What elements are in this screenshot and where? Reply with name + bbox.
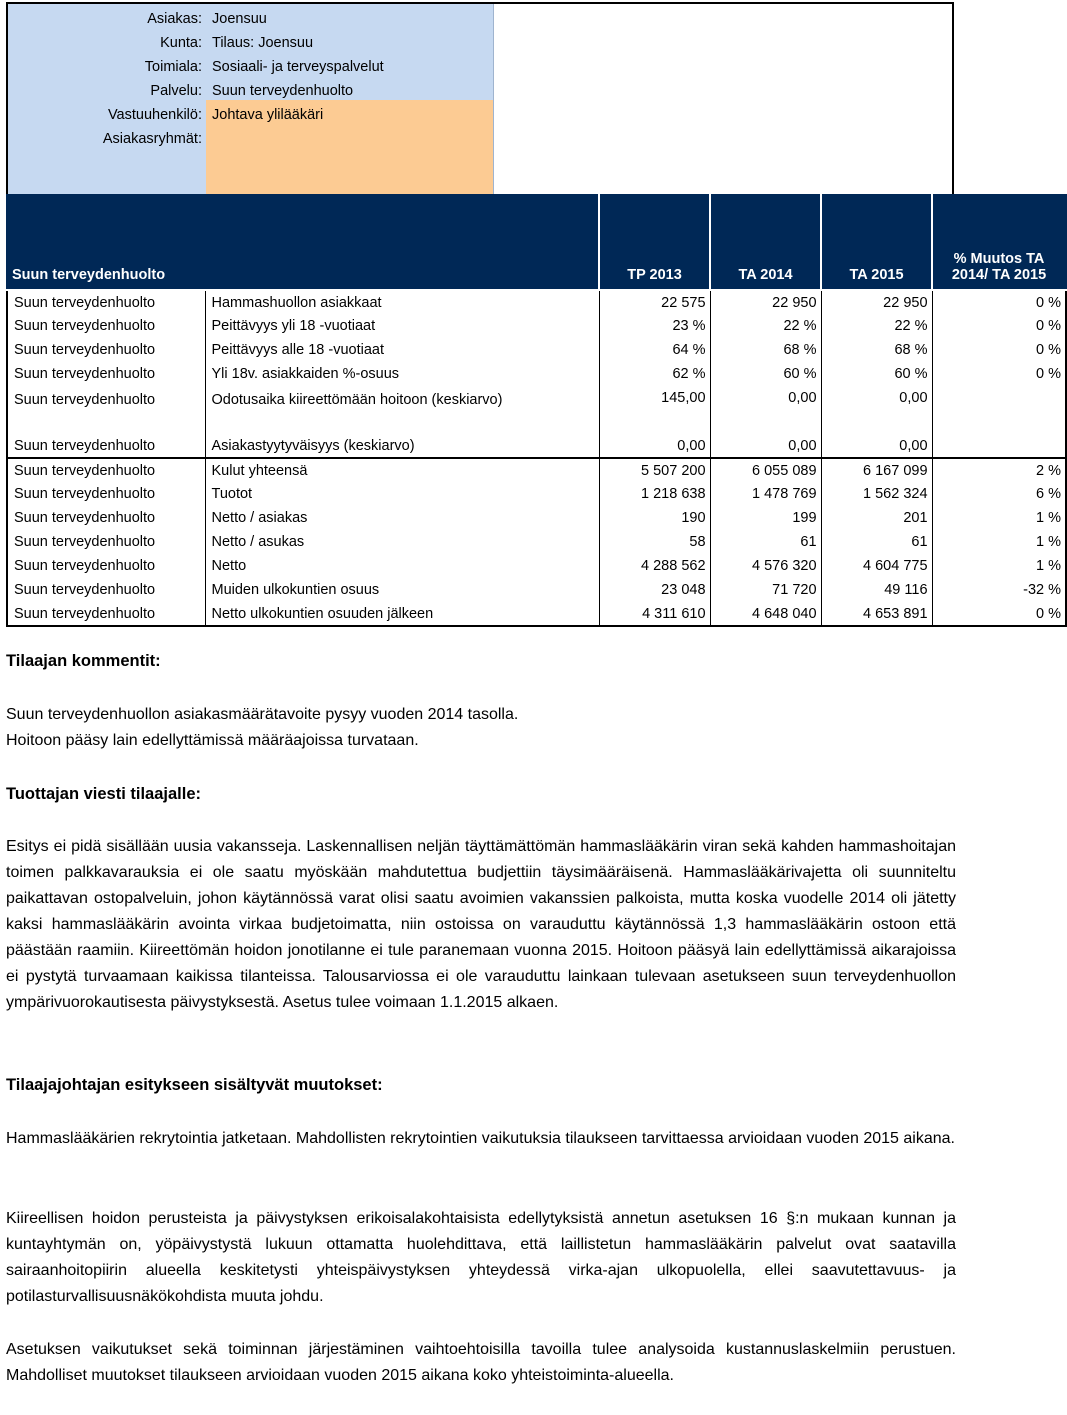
cell-indicator: Netto [205,554,599,578]
table-row [7,362,1066,386]
cell-service: Suun terveydenhuolto [7,386,205,434]
cell-ta2015: 1 562 324 [821,482,932,506]
changes-paragraph-3: Asetuksen vaikutukset sekä toiminnan järjestäminen vaihtoehtoisilla tavoilla tulee analysoida kustannuslaskelmiin perustuen. Mahdolliset muutokset tilaukseen arvioidaan vuoden 2015 aikana koko yhteistoiminta-alueella. [6,1341,956,1384]
cell-service: Suun terveydenhuolto [7,290,205,314]
cell-tp2013: 190 [599,506,710,530]
info-labels-column [8,4,206,194]
cell-ta2014: 61 [710,530,821,554]
cell-service: Suun terveydenhuolto [7,602,205,626]
header-service: Suun terveydenhuolto [7,194,599,290]
cell-service: Suun terveydenhuolto [7,530,205,554]
cell-ta2014: 199 [710,506,821,530]
header-tp2013: TP 2013 [599,194,710,290]
cell-tp2013: 23 % [599,314,710,338]
cell-change [932,434,1066,458]
cell-ta2015: 68 % [821,338,932,362]
cell-ta2014: 4 576 320 [710,554,821,578]
info-block [6,2,954,194]
cell-change: 1 % [932,530,1066,554]
cell-service: Suun terveydenhuolto [7,362,205,386]
changes-heading: Tilaajajohtajan esitykseen sisältyvät muutokset: [6,1076,383,1094]
table-row [7,386,1066,434]
cell-tp2013: 4 288 562 [599,554,710,578]
info-values-column [206,4,494,194]
cell-tp2013: 5 507 200 [599,458,710,482]
cell-indicator: Netto / asukas [205,530,599,554]
cell-tp2013: 22 575 [599,290,710,314]
cell-ta2014: 60 % [710,362,821,386]
table-header-row [7,194,1066,290]
producer-paragraph: Esitys ei pidä sisällään uusia vakansseja. Laskennallisen neljän täyttämättömän hammaslääkärin viran sekä kahden hammashoitajan toimen palkkavarauksia ei ole saatu myöskään mahdutettua budjettiin täysimääräisenä. Hammaslääkärivajetta oli suunniteltu paikattavan ostopalveluin, johon käytännössä varat olisi saatu avoimien vakanssien palkoista, mutta koska vuodelle 2014 oli jätetty kaksi hammaslääkärin avointa virkaa budjetoimatta, niin ostoissa on varauduttu käytännössä 1,3 hammaslääkärin ostoon että päästään raamiin. Kiireettömän hoidon jonotilanne ei tule paranemaan vuonna 2015. Hoitoon pääsyä lain edellyttämissä aikarajoissa ei pystytä turvaamaan kaikissa tilanteissa. Talousarviossa ei ole varauduttu lainkaan tulevaan asetukseen suun terveydenhuollon ympärivuorokautisesta päivystyksestä. Asetus tulee voimaan 1.1.2015 alkaen. [6,838,956,1011]
cell-change [932,386,1066,434]
comments-heading: Tilaajan kommentit: [6,652,161,670]
comments-line-2: Hoitoon pääsy lain edellyttämissä määräajoissa turvataan. [6,732,419,749]
cell-ta2015: 61 [821,530,932,554]
cell-ta2015: 0,00 [821,434,932,458]
cell-service: Suun terveydenhuolto [7,554,205,578]
table-row [7,554,1066,578]
cell-ta2014: 71 720 [710,578,821,602]
cell-ta2015: 0,00 [821,386,932,434]
cell-service: Suun terveydenhuolto [7,458,205,482]
cell-change: -32 % [932,578,1066,602]
cell-ta2014: 22 % [710,314,821,338]
label-vastuuhenkilo: Vastuuhenkilö: [107,107,202,123]
cell-indicator: Tuotot [205,482,599,506]
cell-change: 1 % [932,506,1066,530]
cell-ta2014: 1 478 769 [710,482,821,506]
producer-heading: Tuottajan viesti tilaajalle: [6,785,201,803]
cell-ta2015: 4 653 891 [821,602,932,626]
cell-ta2014: 68 % [710,338,821,362]
table-row [7,338,1066,362]
table-row [7,506,1066,530]
cell-indicator: Netto / asiakas [205,506,599,530]
cell-change: 0 % [932,602,1066,626]
table-row [7,314,1066,338]
service-table [6,194,1067,627]
cell-service: Suun terveydenhuolto [7,578,205,602]
table-row [7,434,1066,458]
cell-ta2014: 0,00 [710,434,821,458]
cell-ta2014: 4 648 040 [710,602,821,626]
table-row [7,578,1066,602]
cell-tp2013: 23 048 [599,578,710,602]
changes-paragraph-1: Hammaslääkärien rekrytointia jatketaan. Mahdollisten rekrytointien vaikutuksia tilaukseen tarvittaessa arvioidaan vuoden 2015 aikana. [6,1130,955,1147]
cell-tp2013: 1 218 638 [599,482,710,506]
cell-service: Suun terveydenhuolto [7,314,205,338]
cell-ta2015: 6 167 099 [821,458,932,482]
cell-indicator: Hammashuollon asiakkaat [205,290,599,314]
cell-tp2013: 64 % [599,338,710,362]
table-row [7,290,1066,314]
cell-ta2015: 4 604 775 [821,554,932,578]
cell-change: 0 % [932,290,1066,314]
cell-change: 0 % [932,338,1066,362]
table-row [7,602,1066,626]
cell-indicator: Peittävyys alle 18 -vuotiaat [205,338,599,362]
label-toimiala: Toimiala: [144,59,202,75]
cell-ta2014: 22 950 [710,290,821,314]
cell-indicator: Muiden ulkokuntien osuus [205,578,599,602]
cell-indicator: Kulut yhteensä [205,458,599,482]
cell-indicator: Peittävyys yli 18 -vuotiaat [205,314,599,338]
cell-indicator: Yli 18v. asiakkaiden %-osuus [205,362,599,386]
cell-ta2015: 22 % [821,314,932,338]
cell-change: 1 % [932,554,1066,578]
cell-ta2015: 60 % [821,362,932,386]
cell-ta2015: 201 [821,506,932,530]
cell-tp2013: 4 311 610 [599,602,710,626]
cell-service: Suun terveydenhuolto [7,338,205,362]
cell-service: Suun terveydenhuolto [7,482,205,506]
cell-change: 6 % [932,482,1066,506]
cell-tp2013: 62 % [599,362,710,386]
cell-change: 2 % [932,458,1066,482]
header-change-line1: % Muutos TA [953,251,1045,267]
cell-change: 0 % [932,314,1066,338]
table-row [7,530,1066,554]
cell-ta2014: 6 055 089 [710,458,821,482]
label-palvelu: Palvelu: [150,83,202,99]
header-change [932,194,1066,290]
cell-tp2013: 0,00 [599,434,710,458]
cell-ta2015: 49 116 [821,578,932,602]
table-row [7,482,1066,506]
value-palvelu: Suun terveydenhuolto [212,83,354,99]
cell-indicator: Odotusaika kiireettömään hoitoon (keskiarvo) [205,386,599,434]
changes-paragraph-2: Kiireellisen hoidon perusteista ja päivystyksen erikoisalakohtaisista edellytyksistä annetun asetuksen 16 §:n mukaan kunnan ja kuntayhtymän on, yöpäivystystä lukuun ottamatta huolehdittava, että laillistetun hammaslääkärin palvelut ovat saatavilla sairaanhoitopiirin alueella keskitetysti yhteispäivystyksen yhteydessä virka-ajan ulkopuolella, ellei saavutettavuus- ja potilasturvallisuusnäkökohdista muuta johdu. [6,1210,956,1305]
value-kunta: Tilaus: Joensuu [212,35,314,51]
cell-service: Suun terveydenhuolto [7,434,205,458]
cell-service: Suun terveydenhuolto [7,506,205,530]
value-vastuuhenkilo: Johtava ylilääkäri [212,107,324,123]
cell-indicator: Asiakastyytyväisyys (keskiarvo) [205,434,599,458]
cell-tp2013: 58 [599,530,710,554]
header-change-line2: 2014/ TA 2015 [951,267,1047,283]
value-asiakas: Joensuu [212,11,267,27]
label-asiakas: Asiakas: [147,11,202,27]
header-ta2014: TA 2014 [710,194,821,290]
label-kunta: Kunta: [160,35,202,51]
value-toimiala: Sosiaali- ja terveyspalvelut [212,59,384,75]
cell-change: 0 % [932,362,1066,386]
table-row [7,458,1066,482]
header-ta2015: TA 2015 [821,194,932,290]
cell-tp2013: 145,00 [599,386,710,434]
cell-ta2014: 0,00 [710,386,821,434]
cell-ta2015: 22 950 [821,290,932,314]
cell-indicator: Netto ulkokuntien osuuden jälkeen [205,602,599,626]
comments-line-1: Suun terveydenhuollon asiakasmäärätavoite pysyy vuoden 2014 tasolla. [6,706,519,723]
label-asiakasryhmat: Asiakasryhmät: [102,131,202,147]
